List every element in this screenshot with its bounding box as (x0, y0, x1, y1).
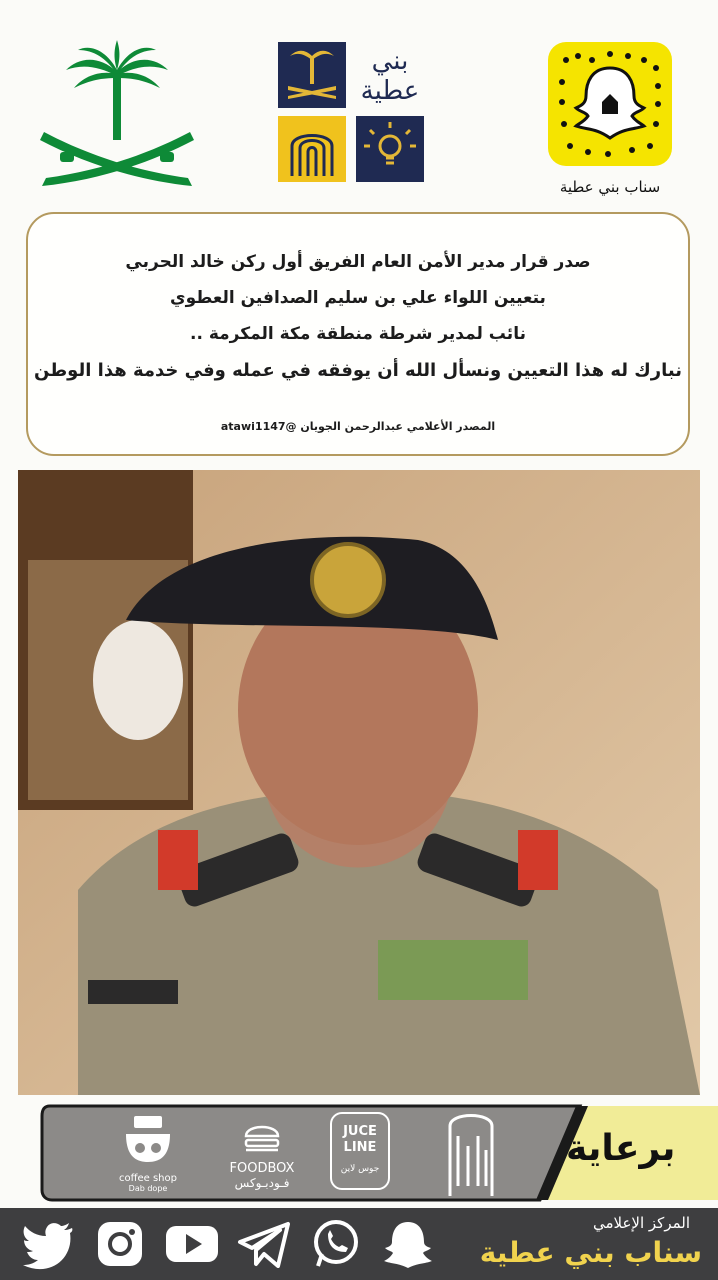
sponsor-sub: فـودبـوكس (234, 1176, 290, 1190)
footer-snap-name: سناب بني عطية (479, 1236, 702, 1269)
instagram-icon[interactable] (92, 1218, 148, 1270)
bani-atiya-logo (278, 42, 424, 184)
whatsapp-icon[interactable] (308, 1218, 364, 1270)
officer-photo (18, 470, 700, 1095)
palm-tile (278, 42, 346, 108)
saudi-emblem-icon (38, 40, 198, 190)
youtube-icon[interactable] (164, 1218, 220, 1270)
tower-logo-icon (444, 1106, 498, 1198)
sponsor-name: coffee shop (118, 1173, 177, 1184)
sponsor-sub: Dab dope (128, 1184, 168, 1193)
announcement-card (26, 212, 690, 456)
sponsor-name: JUCE LINE (343, 1124, 377, 1155)
sponsor-foodbox[interactable] (222, 1118, 302, 1190)
arch-tile (278, 116, 346, 182)
telegram-icon[interactable] (236, 1218, 292, 1270)
sponsor-juce-line[interactable] (330, 1112, 390, 1190)
palm-icon (278, 42, 346, 108)
snapcode-icon (548, 42, 672, 166)
source-credit: المصدر الأعلامي عبدالرحمن الجويان @atawi1147 (220, 420, 496, 433)
announcement-line: صدر قرار مدير الأمن العام الفريق أول ركن خالد الحربي (125, 252, 591, 272)
snapcode[interactable] (548, 42, 672, 166)
sponsor-name: FOODBOX (229, 1161, 295, 1176)
snap-label: سناب بني عطية (559, 178, 661, 196)
announcement-line: بتعيين اللواء علي بن سليم الصدافين العطوي (170, 288, 546, 308)
logo-text: بني عطية (360, 46, 420, 106)
coffee-cup-icon (108, 1110, 188, 1170)
officer-portrait-image (18, 470, 700, 1095)
sponsor-sub: جوس لاين (340, 1164, 380, 1174)
logo-text-tile (356, 42, 424, 108)
snapchat-icon[interactable] (380, 1218, 436, 1270)
announcement-line: نائب لمدير شرطة منطقة مكة المكرمة .. (190, 324, 526, 344)
lightbulb-icon (356, 116, 424, 182)
sponsor-label: برعاية (566, 1128, 676, 1169)
sponsor-bayt[interactable] (444, 1106, 498, 1198)
footer-media-center: المركز الإعلامي (592, 1214, 690, 1232)
arch-icon (278, 116, 346, 182)
sponsor-coffee-shop[interactable] (108, 1110, 188, 1193)
bulb-tile (356, 116, 424, 182)
announcement-line: نبارك له هذا التعيين ونسأل الله أن يوفقه في عمله وفي خدمة هذا الوطن (34, 360, 682, 381)
burger-icon (222, 1118, 302, 1158)
twitter-icon[interactable] (20, 1218, 76, 1270)
